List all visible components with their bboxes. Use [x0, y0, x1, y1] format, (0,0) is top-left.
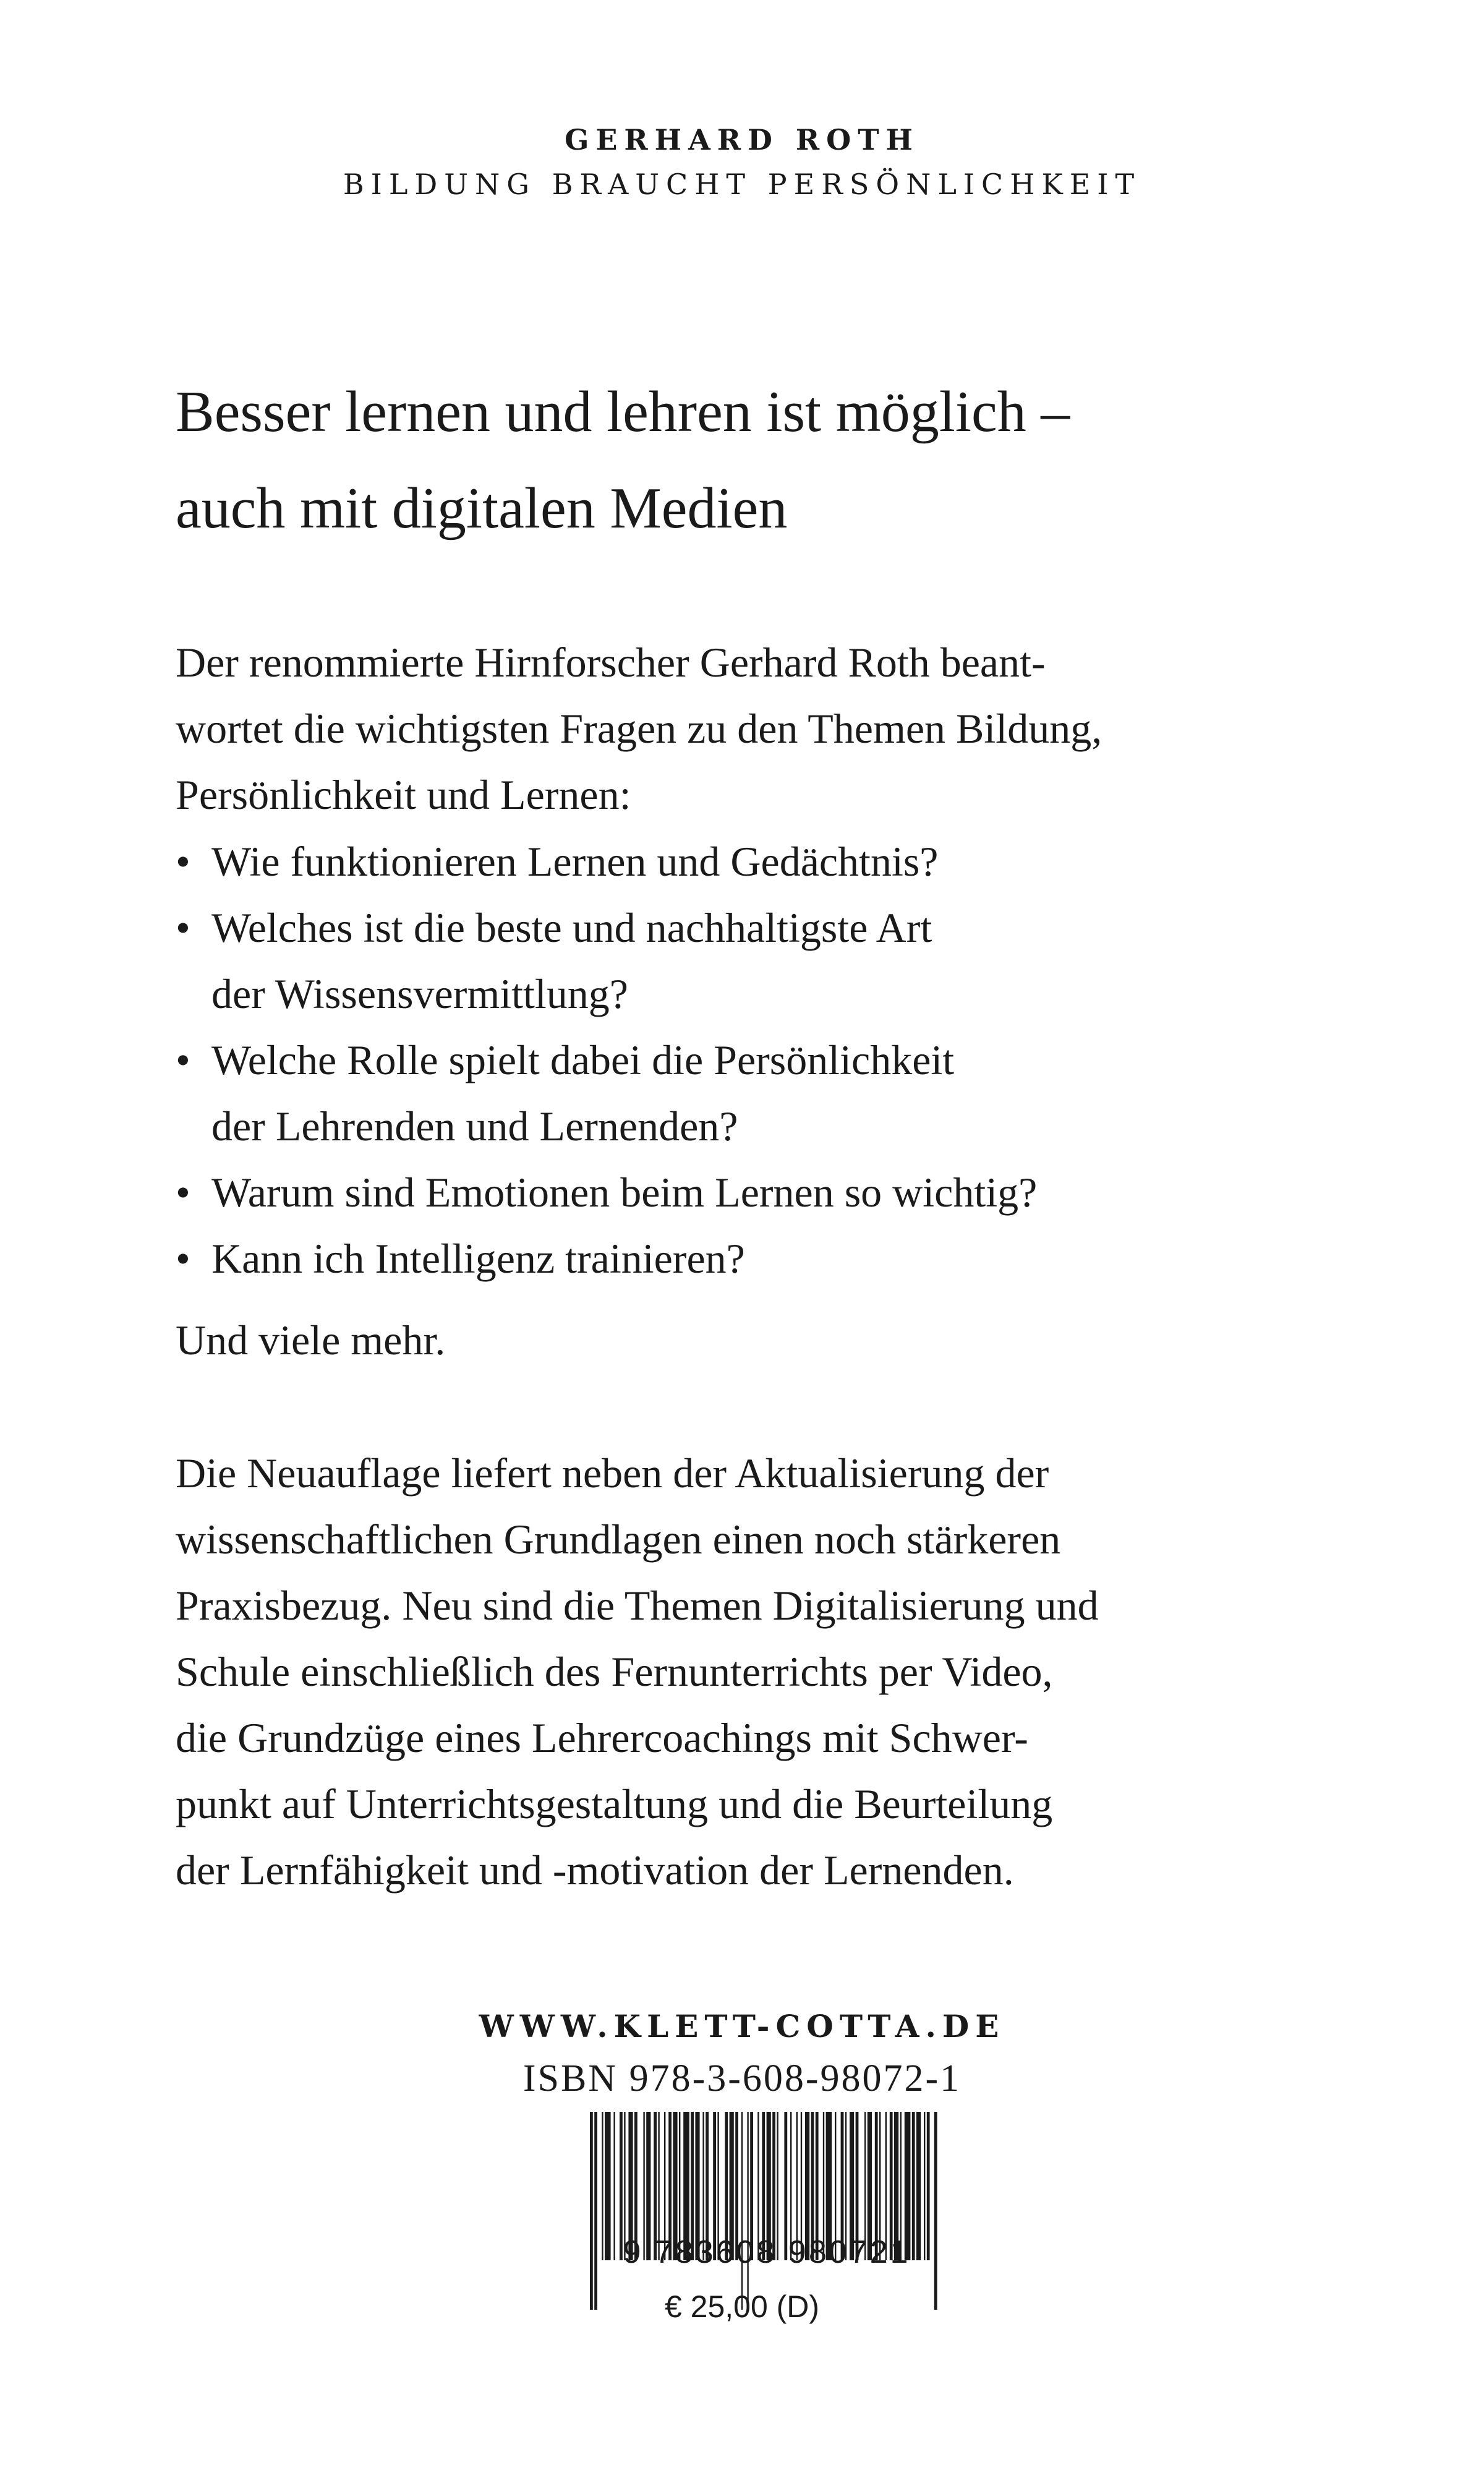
headline-line: auch mit digitalen Medien [176, 476, 788, 540]
list-item-text: der Lehrenden und Lernenden? [211, 1103, 738, 1150]
list-item [176, 829, 1350, 895]
list-item [176, 1226, 1350, 1292]
headline-line: Besser lernen und lehren ist möglich – [176, 380, 1070, 444]
headline [176, 364, 1350, 557]
paragraph-line: Die Neuauflage liefert neben der Aktualisierung der [176, 1450, 1049, 1497]
list-item-text: Warum sind Emotionen beim Lernen so wichtig? [211, 1169, 1038, 1216]
paragraph-line: Schule einschließlich des Fernunterrichts per Video, [176, 1648, 1053, 1695]
list-item-text: Welche Rolle spielt dabei die Persönlichkeit [211, 1036, 955, 1083]
paragraph-line: die Grundzüge eines Lehrercoachings mit Schwer- [176, 1714, 1028, 1761]
list-item [176, 895, 1350, 1027]
barcode-bar [747, 2112, 748, 2310]
paragraph-line: Praxisbezug. Neu sind die Themen Digitalisierung und [176, 1582, 1099, 1629]
question-list [176, 829, 1350, 1292]
list-item-text: Wie funktionieren Lernen und Gedächtnis? [211, 838, 939, 885]
barcode-bar [934, 2112, 937, 2310]
list-item [176, 1160, 1350, 1226]
paragraph-line: wissenschaftlichen Grundlagen einen noch stärkeren [176, 1516, 1061, 1563]
bullet-icon: • [176, 1169, 190, 1216]
publisher-website: WWW.KLETT-COTTA.DE [479, 2008, 1005, 2044]
bullet-icon: • [176, 1235, 190, 1282]
book-title: BILDUNG BRAUCHT PERSÖNLICHKEIT [343, 168, 1141, 201]
barcode-bar [741, 2112, 743, 2310]
barcode-icon [587, 2112, 940, 2310]
bullet-icon: • [176, 1036, 190, 1083]
isbn-number: ISBN 978-3-608-98072-1 [522, 2057, 962, 2099]
author-name: GERHARD ROTH [565, 123, 919, 156]
intro-line: wortet die wichtigsten Fragen zu den Themen Bildung, [176, 705, 1102, 752]
intro-paragraph [176, 630, 1350, 828]
intro-line: Der renommierte Hirnforscher Gerhard Roth beant- [176, 639, 1046, 686]
list-item-text: Kann ich Intelligenz trainieren? [211, 1235, 745, 1282]
list-item-text: Welches ist die beste und nachhaltigste Art [211, 904, 932, 951]
closing-line: Und viele mehr. [176, 1317, 446, 1364]
paragraph-line: der Lernfähigkeit und -motivation der Lernenden. [176, 1847, 1014, 1894]
barcode-digits: 9 783608 980721 [623, 2234, 911, 2270]
bullet-icon: • [176, 904, 190, 951]
price-label: € 25,00 (D) [664, 2289, 820, 2324]
list-item-text: der Wissensvermittlung? [211, 970, 628, 1017]
bullet-icon: • [176, 838, 190, 885]
list-item [176, 1027, 1350, 1160]
barcode-bar [590, 2112, 593, 2310]
paragraph-line: punkt auf Unterrichtsgestaltung und die Beurteilung [176, 1780, 1053, 1827]
barcode-bar [594, 2112, 597, 2310]
intro-line: Persönlichkeit und Lernen: [176, 771, 631, 818]
second-paragraph [176, 1440, 1350, 1903]
